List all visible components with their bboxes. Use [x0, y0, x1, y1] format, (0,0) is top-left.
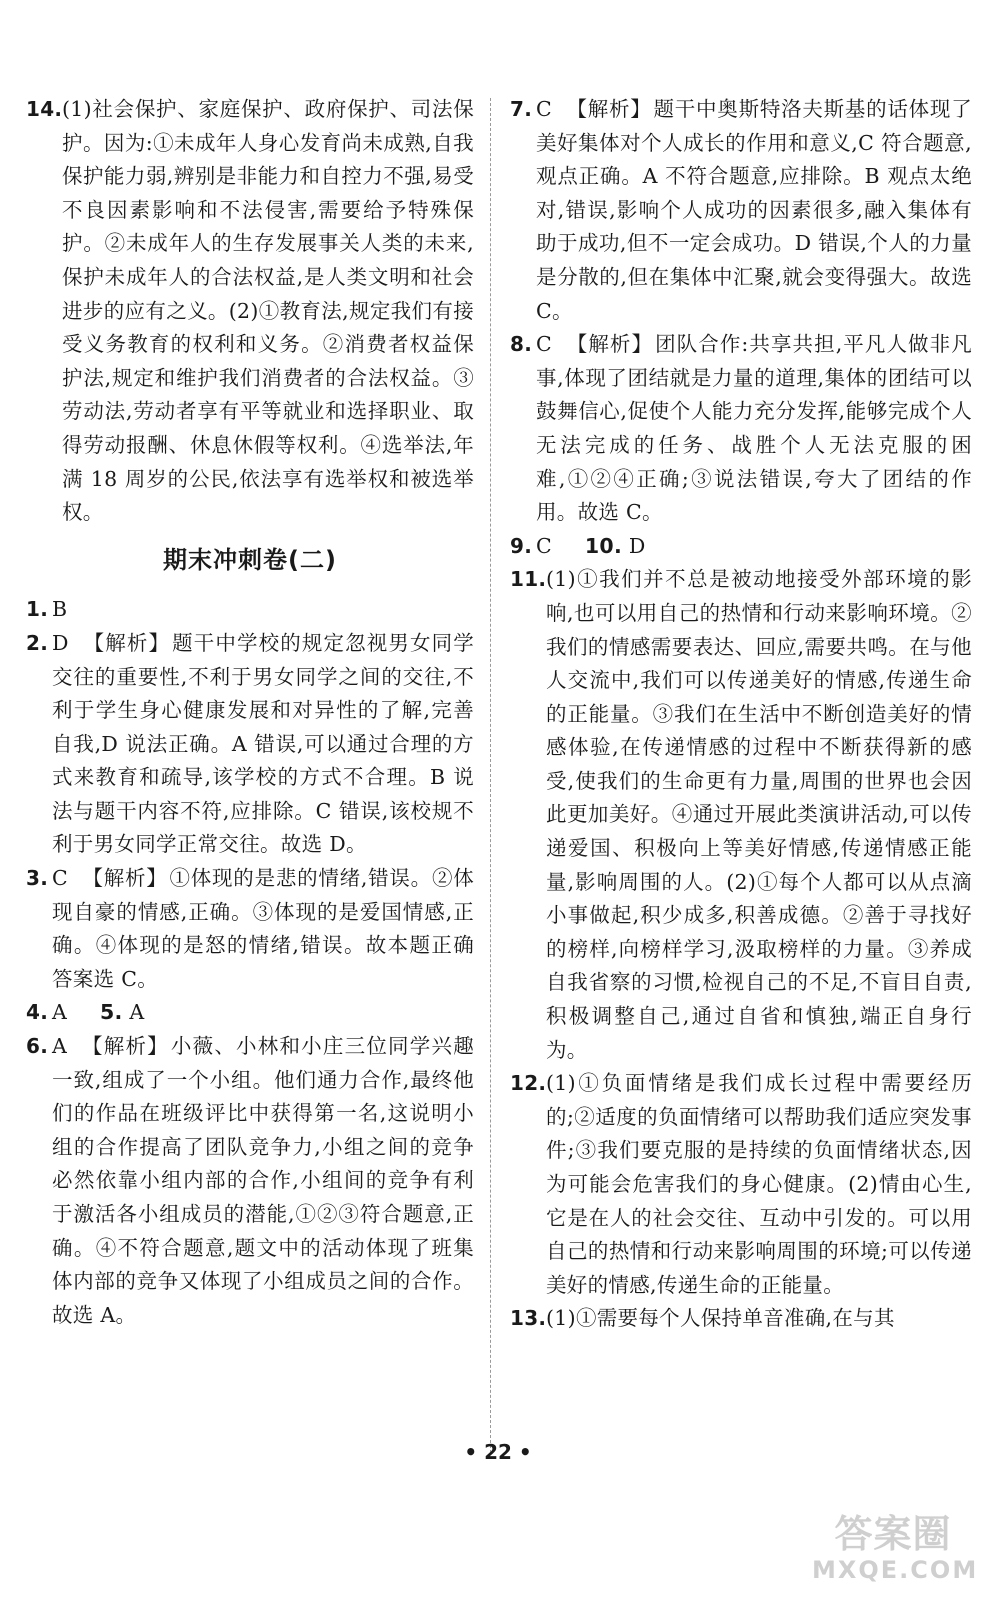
answer-choice: A: [129, 1000, 145, 1025]
question-number: 13.: [510, 1306, 547, 1331]
answer-choice: D: [52, 630, 69, 655]
question-number: 6.: [26, 1034, 49, 1059]
watermark-site: MXQE.COM: [812, 1556, 979, 1584]
question-13: [510, 1302, 972, 1336]
question-4-5: [26, 996, 474, 1030]
question-6: [26, 1030, 474, 1332]
section-title: 期末冲刺卷(二): [163, 545, 337, 574]
answer-text: (1)①需要每个人保持单音准确,在与其: [546, 1306, 895, 1331]
question-number: 2.: [26, 630, 49, 655]
answer-choice: A: [52, 1034, 68, 1059]
question-14: [26, 93, 474, 530]
question-number: 8.: [510, 332, 533, 357]
answer-choice: D: [628, 533, 646, 558]
question-8: [510, 328, 972, 530]
answer-text: 团队合作:共享共担,平凡人做非凡事,体现了团结就是力量的道理,集体的团结可以鼓舞信心,促使个人能力充分发挥,能够完成个人无法完成的任务、战胜个人无法克服的困难,①②④正确;③说法错误,夸大了团结的作用。故选 C。: [536, 332, 972, 525]
analysis-tag: 【解析】: [81, 1034, 169, 1059]
question-number: 9.: [510, 533, 533, 558]
answer-text: 题干中奥斯特洛夫斯基的话体现了美好集体对个人成长的作用和意义,C 符合题意,观点正确。A 不符合题意,应排除。B 观点太绝对,错误,影响个人成功的因素很多,融入集体有助于成功,但不一定会成功。D 错误,个人的力量是分散的,但在集体中汇聚,就会变得强大。故选 C。: [536, 97, 972, 323]
answer-text: 题干中学校的规定忽视男女同学交往的重要性,不利于男女同学之间的交往,不利于学生身心健康发展和对异性的了解,完善自我,D 说法正确。A 错误,可以通过合理的方式来教育和疏导,该学校的方式不合理。B 说法与题干内容不符,应排除。C 错误,该校规不利于男女同学正常交往。故选 D。: [52, 630, 474, 857]
question-12: [510, 1067, 972, 1302]
answer-text: 小薇、小林和小庄三位同学兴趣一致,组成了一个小组。他们通力合作,最终他们的作品在班级评比中获得第一名,这说明小组的合作提高了团队竞争力,小组之间的竞争必然依靠小组内部的合作,小组间的竞争有利于激活各小组成员的潜能,①②③符合题意,正确。④不符合题意,题文中的活动体现了班集体内部的竞争又体现了小组成员之间的合作。故选 A。: [52, 1034, 474, 1327]
question-number: 11.: [510, 567, 547, 592]
page-number: • 22 •: [464, 1440, 532, 1464]
question-11: [510, 563, 972, 1067]
answer-text: (1)①负面情绪是我们成长过程中需要经历的;②适度的负面情绪可以帮助我们适应突发事件;③我们要克服的是持续的负面情绪状态,因为可能会危害我们的身心健康。(2)情由心生,它是在人的社会交往、互动中引发的。可以用自己的热情和行动来影响周围的环境;可以传递美好的情感,传递生命的正能量。: [546, 1071, 972, 1297]
question-number: 4.: [26, 1000, 49, 1025]
watermark-logo: 答案圈: [834, 1512, 952, 1556]
question-number: 5.: [99, 1000, 123, 1025]
analysis-tag: 【解析】: [82, 866, 168, 891]
watermark: [812, 1512, 979, 1588]
right-column: [510, 93, 972, 1336]
question-9-10: [510, 530, 972, 564]
question-3: [26, 862, 474, 996]
analysis-tag: 【解析】: [566, 332, 654, 357]
answer-choice: A: [52, 1000, 68, 1025]
column-divider: [490, 98, 491, 1453]
answer-choice: C: [536, 332, 552, 357]
question-number: 10.: [584, 533, 623, 558]
question-number: 7.: [510, 97, 533, 121]
analysis-tag: 【解析】: [82, 630, 171, 655]
question-number: 12.: [510, 1071, 547, 1096]
question-number: 3.: [26, 866, 49, 891]
question-7: [510, 93, 972, 328]
answer-text: (1)社会保护、家庭保护、政府保护、司法保护。因为:①未成年人身心发育尚未成熟,自我保护能力弱,辨别是非能力和自控力不强,易受不良因素影响和不法侵害,需要给予特殊保护。②未成年人的生存发展事关人类的未来,保护未成年人的合法权益,是人类文明和社会进步的应有之义。(2)①教育法,规定我们有接受义务教育的权利和义务。②消费者权益保护法,规定和维护我们消费者的合法权益。③劳动法,劳动者享有平等就业和选择职业、取得劳动报酬、休息休假等权利。④选举法,年满 18 周岁的公民,依法享有选举权和被选举权。: [62, 97, 474, 525]
answer-choice: C: [536, 97, 552, 121]
answer-text: ①体现的是悲的情绪,错误。②体现自豪的情感,正确。③体现的是爱国情感,正确。④体现的是怒的情绪,错误。故本题正确答案选 C。: [52, 866, 475, 991]
left-column: [26, 93, 474, 1332]
answer-choice: B: [52, 597, 68, 622]
question-1: [26, 593, 474, 627]
question-number: 1.: [26, 597, 49, 622]
answer-choice: C: [52, 866, 68, 891]
answer-choice: C: [536, 533, 552, 558]
question-number: 14.: [26, 97, 63, 121]
question-2: [26, 627, 474, 862]
analysis-tag: 【解析】: [566, 97, 652, 121]
answer-text: (1)①我们并不总是被动地接受外部环境的影响,也可以用自己的热情和行动来影响环境。②我们的情感需要表达、回应,需要共鸣。在与他人交流中,我们可以传递美好的情感,传递生命的正能量。③我们在生活中不断创造美好的情感体验,在传递情感的过程中不断获得新的感受,使我们的生命更有力量,周围的世界也会因此更加美好。④通过开展此类演讲活动,可以传递爱国、积极向上等美好情感,传递情感正能量,影响周围的人。(2)①每个人都可以从点滴小事做起,积少成多,积善成德。②善于寻找好的榜样,向榜样学习,汲取榜样的力量。③养成自我省察的习惯,检视自己的不足,不盲目自责,积极调整自己,通过自省和慎独,端正自身行为。: [546, 567, 972, 1062]
